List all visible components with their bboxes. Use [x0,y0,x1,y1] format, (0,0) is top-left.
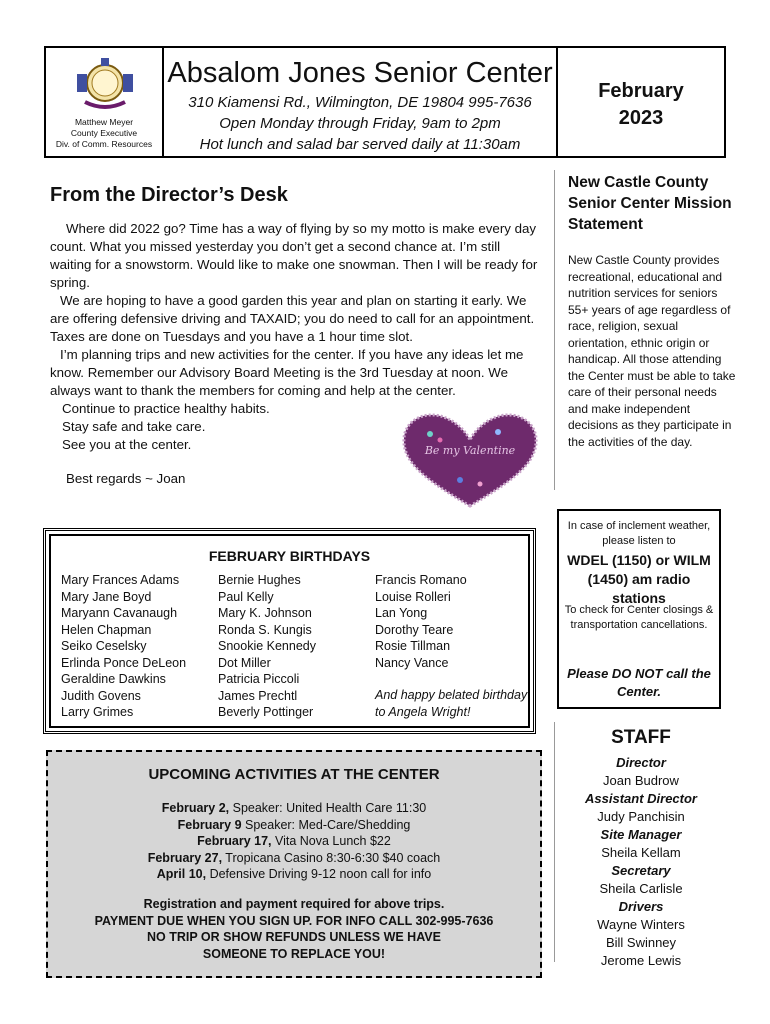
birthday-name: Maryann Cavanaugh [61,606,178,620]
birthday-name: Mary Frances Adams [61,573,180,587]
birthday-name: Rosie Tillman [375,639,451,653]
birthday-name: Nancy Vance [375,655,449,670]
mission-statement: New Castle County provides recreational, educational and nutrition services for seniors 55+ years of age regardless of race, religion, sexual orientation, ethnic origin or handicap. All those attending the Center must be able to take care of their personal needs and make independent decisions as they participate in the activities of the day. [568,253,736,449]
activity-desc: Vita Nova Lunch $22 [271,834,391,848]
staff-name: Joan Budrow [603,773,679,788]
weather-closings: To check for Center closings & transportation cancellations. [564,604,714,631]
county-seal-icon [73,56,137,112]
activity-desc: Speaker: United Health Care 11:30 [229,801,427,815]
staff-name: Sheila Kellam [601,845,681,860]
valentine-text: Be my Valentine [424,444,516,457]
column-divider [554,170,555,490]
staff-role: Assistant Director [585,791,697,806]
birthday-name: Patricia Piccoli [218,672,300,686]
staff-role: Site Manager [600,827,682,842]
activity-date: February 17, [197,834,272,848]
center-details [164,92,556,155]
birthday-name: Geraldine Dawkins [61,672,166,686]
staff-name: Sheila Carlisle [599,881,683,896]
birthday-name: Lan Yong [375,606,428,620]
valentine-heart-image [400,412,540,508]
issue-date [558,48,724,156]
staff-section [566,726,716,970]
notice-line-2: PAYMENT DUE WHEN YOU SIGN UP. FOR INFO CALL 302-995-7636 [94,913,494,928]
executive-title: County Executive [70,128,138,138]
birthdays-inner-border [49,534,530,728]
birthday-name: Mary K. Johnson [218,606,312,620]
birthday-name: Dorothy Teare [375,622,454,637]
birthday-name: Paul Kelly [218,589,274,604]
birthdays-title: FEBRUARY BIRTHDAYS [208,548,371,564]
birthday-name: Mary Jane Boyd [61,589,152,604]
county-logo-block [46,48,164,156]
weather-intro: In case of inclement weather, please listen to [567,520,711,547]
county-executive-text [46,117,162,150]
birthday-name: Dot Miller [218,655,271,670]
director-section-title: From the Director’s Desk [50,184,288,206]
weather-stations: WDEL (1150) or WILM (1450) am radio stations [567,552,711,606]
director-paragraph-2: We are hoping to have a good garden this year and plan on starting it early. We are offering defensive driving and TAXAID; you do need to call for an appointment. Taxes are done on Tuesdays and you have a 1 hour time slot. [50,293,535,344]
activity-item [48,800,540,817]
director-line-3: See you at the center. [62,437,192,452]
activity-desc: Tropicana Casino 8:30-6:30 $40 coach [222,850,441,865]
birthdays-column-1 [61,572,186,721]
birthday-name: Bernie Hughes [218,573,301,587]
birthday-name: James Prechtl [218,688,298,703]
center-title: Absalom Jones Senior Center [167,57,553,89]
column-divider-lower [554,722,555,962]
staff-name: Bill Swinney [605,935,677,950]
activity-item [48,866,540,883]
activities-list [48,800,540,883]
activity-desc: Speaker: Med-Care/Shedding [241,817,411,832]
activity-date: April 10, [156,867,207,881]
staff-role: Director [616,755,666,770]
notice-line-4: SOMEONE TO REPLACE YOU! [202,946,386,961]
center-lunch: Hot lunch and salad bar served daily at 11:30am [199,136,521,153]
notice-line-1: Registration and payment required for above trips. [143,897,445,911]
birthday-name: Ronda S. Kungis [218,622,312,637]
newsletter-header [44,46,726,158]
belated-birthday-line-1: And happy belated birthday [375,688,528,702]
staff-name: Judy Panchisin [597,809,685,824]
birthday-name: Erlinda Ponce DeLeon [61,655,187,670]
birthday-name: Beverly Pottinger [218,705,314,719]
director-line-1: Continue to practice healthy habits. [62,401,270,416]
mission-title: New Castle County Senior Center Mission Statement [568,174,732,233]
center-hours: Open Monday through Friday, 9am to 2pm [219,115,501,132]
staff-title: STAFF [611,727,671,748]
director-paragraph-3: I’m planning trips and new activities for the center. If you have any ideas let me know. Remember our Advisory Board Meeting is the 3rd Tuesday at noon. We always want to thank the members for coming and help at the center. [50,347,524,398]
birthday-name: Larry Grimes [61,705,134,719]
birthday-name: Francis Romano [375,573,467,587]
executive-name: Matthew Meyer [74,117,134,127]
executive-division: Div. of Comm. Resources [55,139,153,149]
birthdays-column-3 [375,572,527,720]
activity-date: February 2, [161,801,230,815]
activity-date: February 27, [147,850,223,865]
birthday-name: Seiko Ceselsky [61,639,147,653]
birthday-name: Snookie Kennedy [218,639,316,653]
director-paragraph-1: Where did 2022 go? Time has a way of flying by so my motto is make every day count. What you missed yesterday you don’t get a second chance at. I’m still waiting for a snowstorm. Would like to make one snowman. Then I will be ready for spring. [50,221,538,290]
staff-role: Drivers [618,899,664,914]
staff-role: Secretary [611,863,671,878]
birthday-name: Louise Rolleri [375,589,451,604]
staff-name: Wayne Winters [597,917,685,932]
activity-item [48,833,540,850]
staff-name: Jerome Lewis [600,953,682,968]
belated-birthday-line-2: to Angela Wright! [375,704,471,719]
center-info-block [164,48,558,156]
issue-year: 2023 [618,107,664,129]
activity-item [48,850,540,867]
activities-box [46,750,542,978]
activities-title: UPCOMING ACTIVITIES AT THE CENTER [148,766,440,783]
director-line-2: Stay safe and take care. [62,419,206,434]
activity-desc: Defensive Driving 9-12 noon call for info [206,867,432,881]
birthdays-column-2 [218,572,316,721]
activities-notice [48,896,540,962]
notice-line-3: NO TRIP OR SHOW REFUNDS UNLESS WE HAVE [146,930,441,944]
birthday-name: Helen Chapman [61,622,152,637]
activity-date: February 9 [177,817,242,832]
weather-notice-box [557,509,721,709]
birthdays-box [43,528,536,734]
weather-warning: Please DO NOT call the Center. [567,666,711,699]
birthday-name: Judith Govens [61,688,141,703]
issue-month: February [598,80,684,102]
director-signature: Best regards ~ Joan [66,471,186,486]
center-address: 310 Kiamensi Rd., Wilmington, DE 19804 995-7636 [188,94,532,111]
activity-item [48,817,540,834]
